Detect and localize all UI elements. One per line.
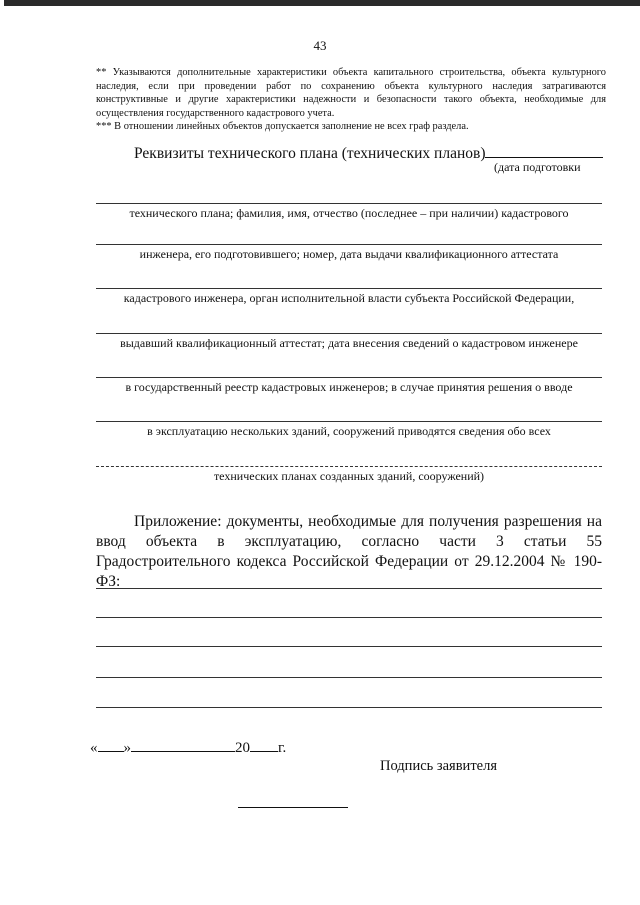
fill-line-7[interactable]	[96, 466, 602, 467]
signature-line[interactable]	[238, 807, 348, 808]
top-border	[4, 0, 640, 6]
requisites-fill-line[interactable]	[485, 143, 603, 158]
page-number: 43	[313, 38, 327, 53]
appendix-line-5[interactable]	[96, 707, 602, 708]
hint-line-3: кадастрового инженера, орган исполнительной власти субъекта Российской Федерации,	[123, 291, 575, 305]
fill-line-5[interactable]	[96, 377, 602, 378]
month-field[interactable]	[131, 738, 235, 752]
footnote-double-star: ** Указываются дополнительные характеристики объекта капитального строительства, объекта культурного наследия, если при проведении работ по сохранению объекта культурного наследия затрагиваются конструктивные и другие характеристики надежности и безопасности такого объекта, необходимые для осуществления государственного кадастрового учета.	[96, 67, 606, 119]
requisites-title-text: Реквизиты технического плана (технических планов)	[134, 145, 486, 162]
date-fields	[90, 738, 286, 757]
fill-line-2[interactable]	[96, 244, 602, 245]
fill-line-3[interactable]	[96, 288, 602, 289]
hint-line-4: выдавший квалификационный аттестат; дата внесения сведений о кадастровом инженере	[120, 336, 578, 350]
hint-date-of-preparation: (дата подготовки	[494, 160, 581, 174]
open-quote: «	[90, 740, 98, 756]
hint-line-2: инженера, его подготовившего; номер, дата выдачи квалификационного аттестата	[139, 247, 559, 261]
fill-line-1[interactable]	[96, 203, 602, 204]
appendix-line-2[interactable]	[96, 617, 602, 618]
hint-line-6: в эксплуатацию нескольких зданий, сооружений приводятся сведения обо всех	[147, 424, 551, 438]
year-suffix: г.	[278, 740, 287, 756]
appendix-line-1[interactable]	[96, 588, 602, 589]
close-quote: »	[123, 740, 131, 756]
fill-line-6[interactable]	[96, 421, 602, 422]
year-prefix: 20	[235, 740, 250, 756]
appendix-paragraph	[96, 512, 602, 592]
signature-label: Подпись заявителя	[380, 758, 497, 774]
appendix-text: Приложение: документы, необходимые для получения разрешения на ввод объекта в эксплуатацию, согласно части 3 статьи 55 Градостроительного кодекса Российской Федерации от 29.12.2004 № 190-ФЗ:	[96, 513, 602, 590]
hint-line-1: технического плана; фамилия, имя, отчество (последнее – при наличии) кадастрового	[129, 206, 569, 220]
hint-line-7: технических планах созданных зданий, сооружений)	[213, 469, 485, 483]
hint-line-5: в государственный реестр кадастровых инженеров; в случае принятия решения о вводе	[125, 380, 573, 394]
appendix-line-3[interactable]	[96, 646, 602, 647]
footnote-triple-star: *** В отношении линейных объектов допускается заполнение не всех граф раздела.	[96, 121, 469, 132]
footnotes	[96, 66, 606, 134]
year-field[interactable]	[250, 738, 278, 752]
fill-line-4[interactable]	[96, 333, 602, 334]
day-field[interactable]	[98, 738, 124, 752]
appendix-line-4[interactable]	[96, 677, 602, 678]
